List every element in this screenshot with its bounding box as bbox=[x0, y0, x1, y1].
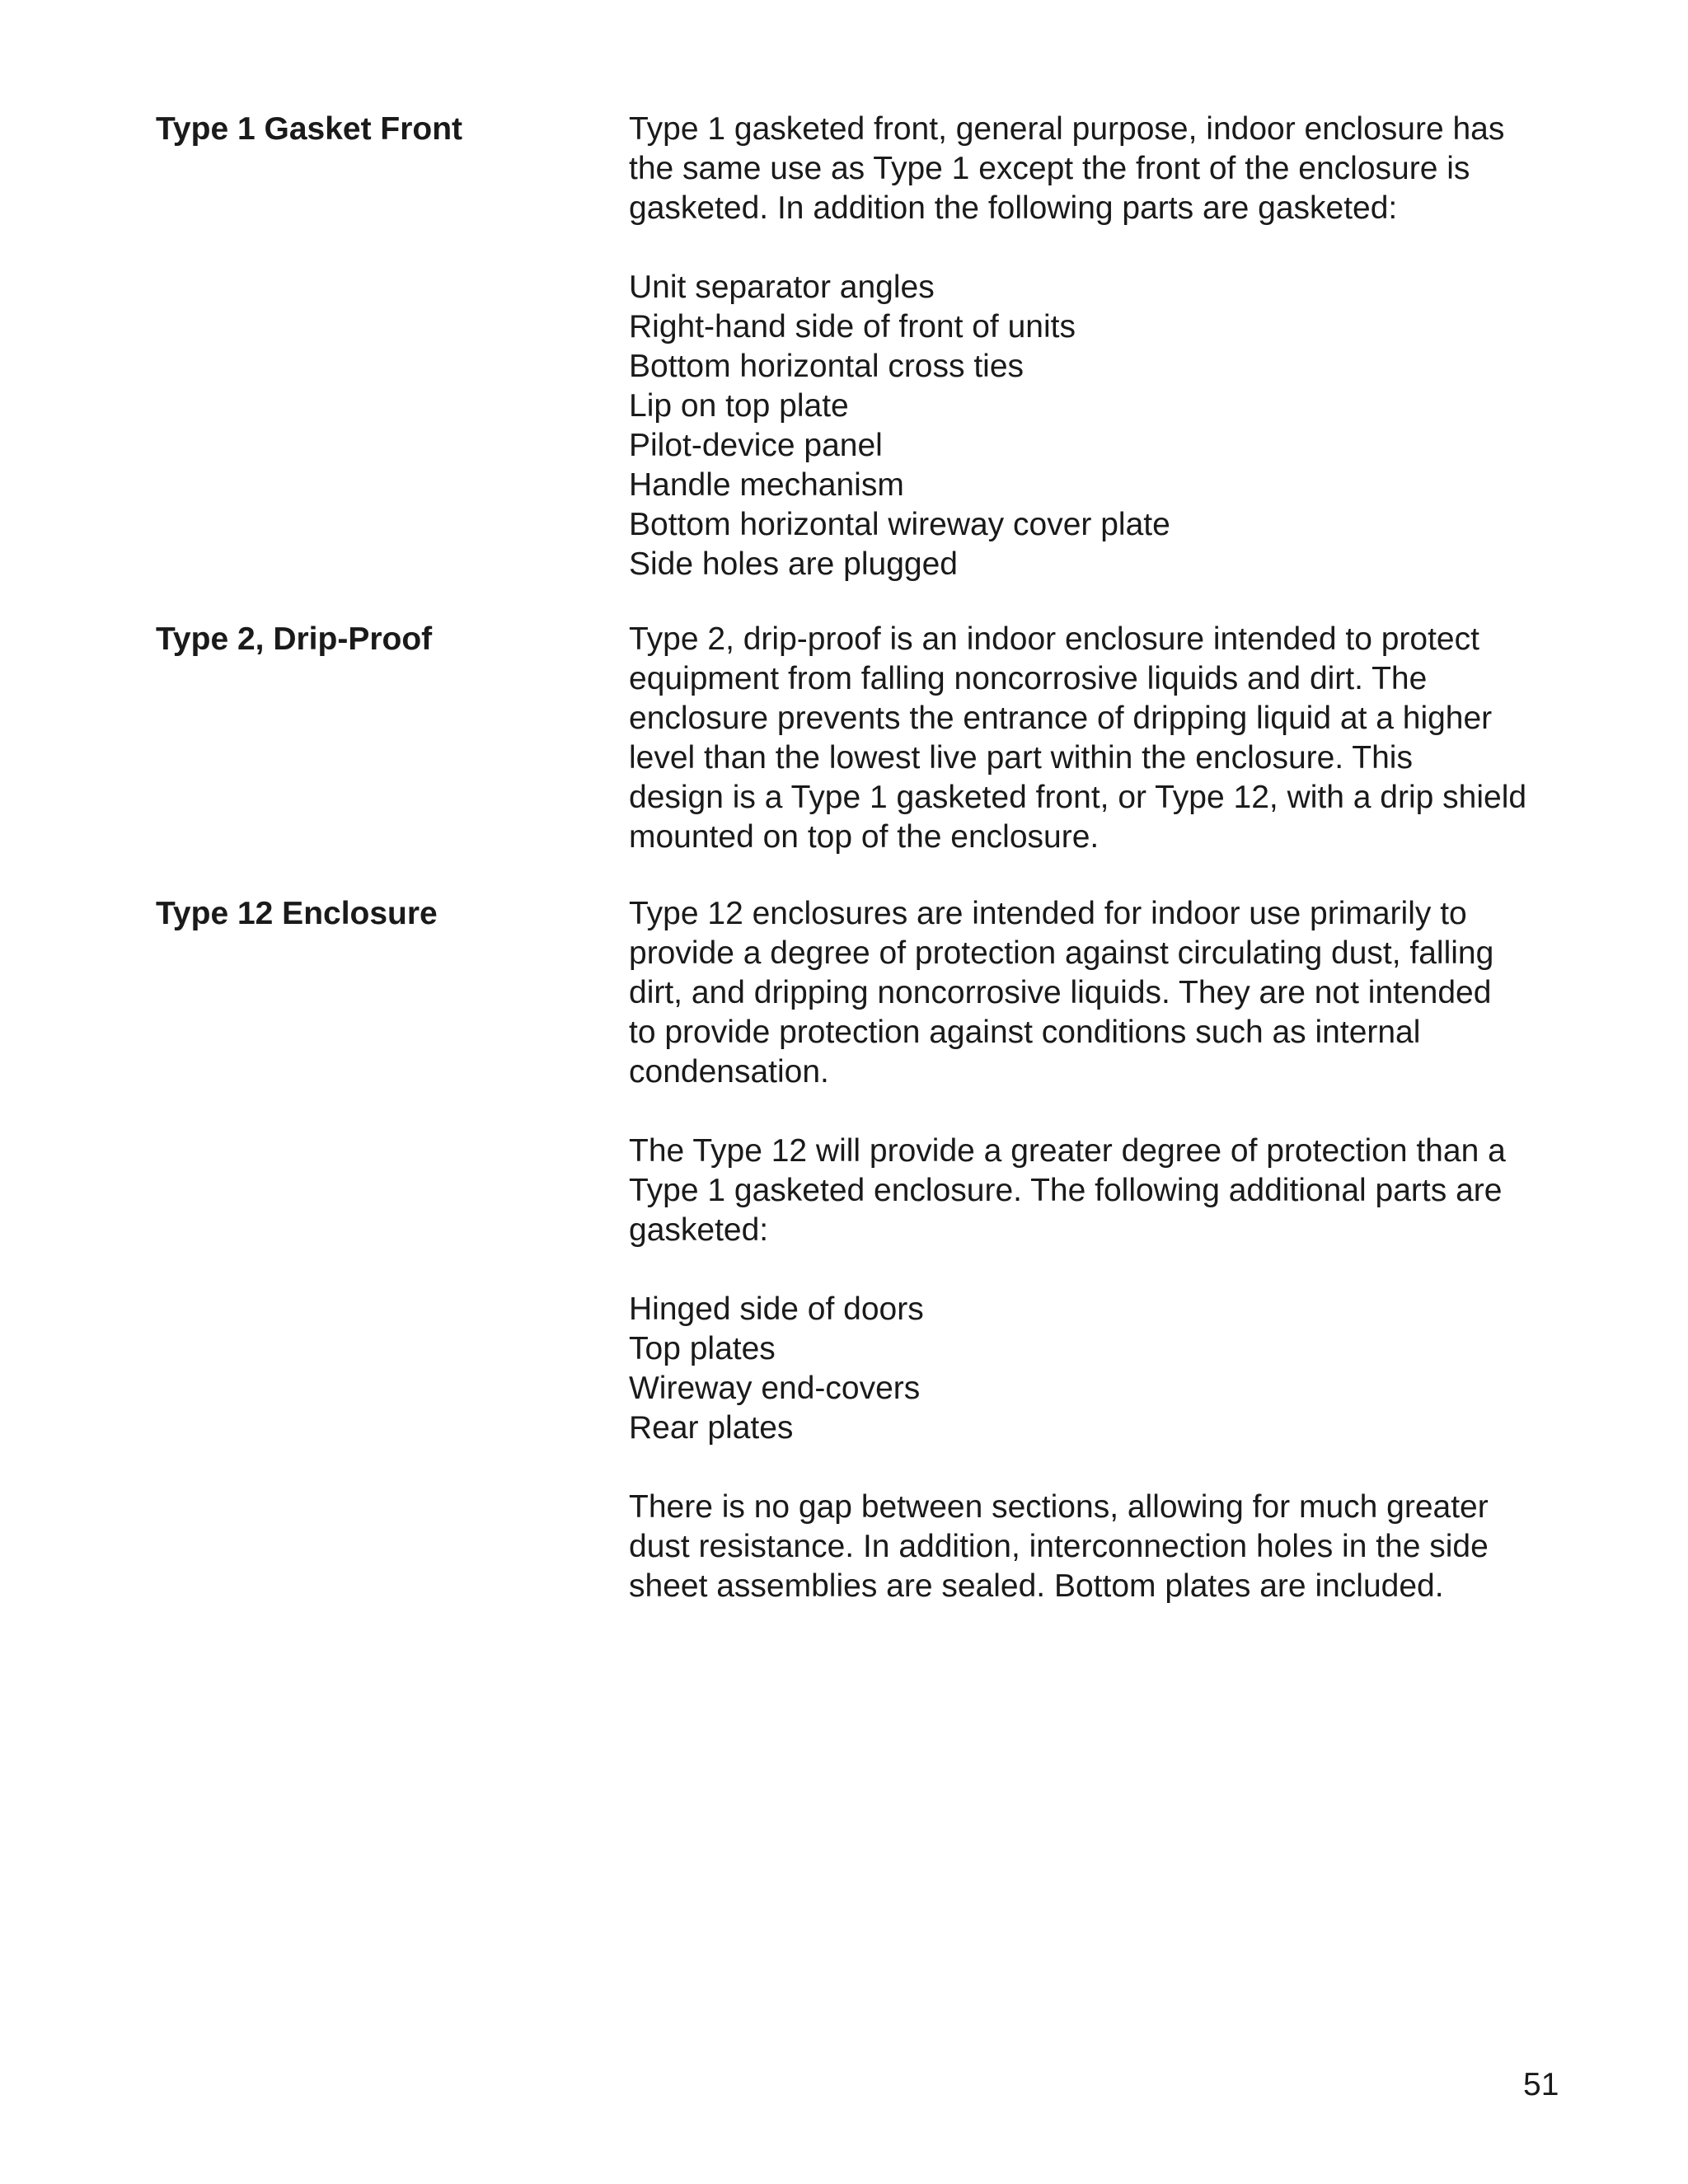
list-item: Right-hand side of front of units bbox=[629, 309, 1076, 344]
closing-paragraph: There is no gap between sections, allowing for much greater dust resistance. In addition, interconnection holes in the side sheet assemblies are sealed. Bottom plates are included. bbox=[629, 1489, 1489, 1604]
list-item: Bottom horizontal cross ties bbox=[629, 349, 1025, 384]
list-item: Top plates bbox=[629, 1331, 776, 1366]
list-item: Pilot-device panel bbox=[629, 428, 883, 463]
section-term-type12-enclosure: Type 12 Enclosure bbox=[156, 896, 438, 931]
page-number: 51 bbox=[1523, 2067, 1559, 2102]
gasketed-parts-list bbox=[629, 268, 1568, 584]
section-body-type12-enclosure bbox=[629, 894, 1568, 1606]
list-item: Bottom horizontal wireway cover plate bbox=[629, 507, 1170, 542]
list-item: Side holes are plugged bbox=[629, 546, 958, 582]
paragraph: The Type 12 will provide a greater degree of protection than a Type 1 gasketed enclosure. The following additional parts are gasketed: bbox=[629, 1133, 1506, 1248]
additional-gasketed-parts-list bbox=[629, 1290, 1568, 1448]
section-term-type1-gasket-front: Type 1 Gasket Front bbox=[156, 111, 463, 147]
list-item: Handle mechanism bbox=[629, 467, 904, 503]
section-term-type2-drip-proof: Type 2, Drip-Proof bbox=[156, 621, 433, 657]
list-item: Unit separator angles bbox=[629, 269, 935, 305]
list-item: Wireway end-covers bbox=[629, 1371, 921, 1406]
paragraph: Type 2, drip-proof is an indoor enclosure intended to protect equipment from falling noncorrosive liquids and dirt. The enclosure prevents the entrance of dripping liquid at a higher level than the lowest live part within the enclosure. This design is a Type 1 gasketed front, or Type 12, with a drip shield mounted on top of the enclosure. bbox=[629, 621, 1527, 855]
paragraph: Type 12 enclosures are intended for indoor use primarily to provide a degree of protection against circulating dust, falling dirt, and dripping noncorrosive liquids. They are not intended to provide protection against conditions such as internal condensation. bbox=[629, 896, 1494, 1090]
paragraph: Type 1 gasketed front, general purpose, indoor enclosure has the same use as Type 1 except the front of the enclosure is gasketed. In addition the following parts are gasketed: bbox=[629, 111, 1505, 226]
section-body-type2-drip-proof bbox=[629, 620, 1568, 857]
section-body-type1-gasket-front bbox=[629, 110, 1568, 584]
list-item: Lip on top plate bbox=[629, 388, 849, 424]
list-item: Rear plates bbox=[629, 1410, 794, 1446]
list-item: Hinged side of doors bbox=[629, 1291, 924, 1327]
